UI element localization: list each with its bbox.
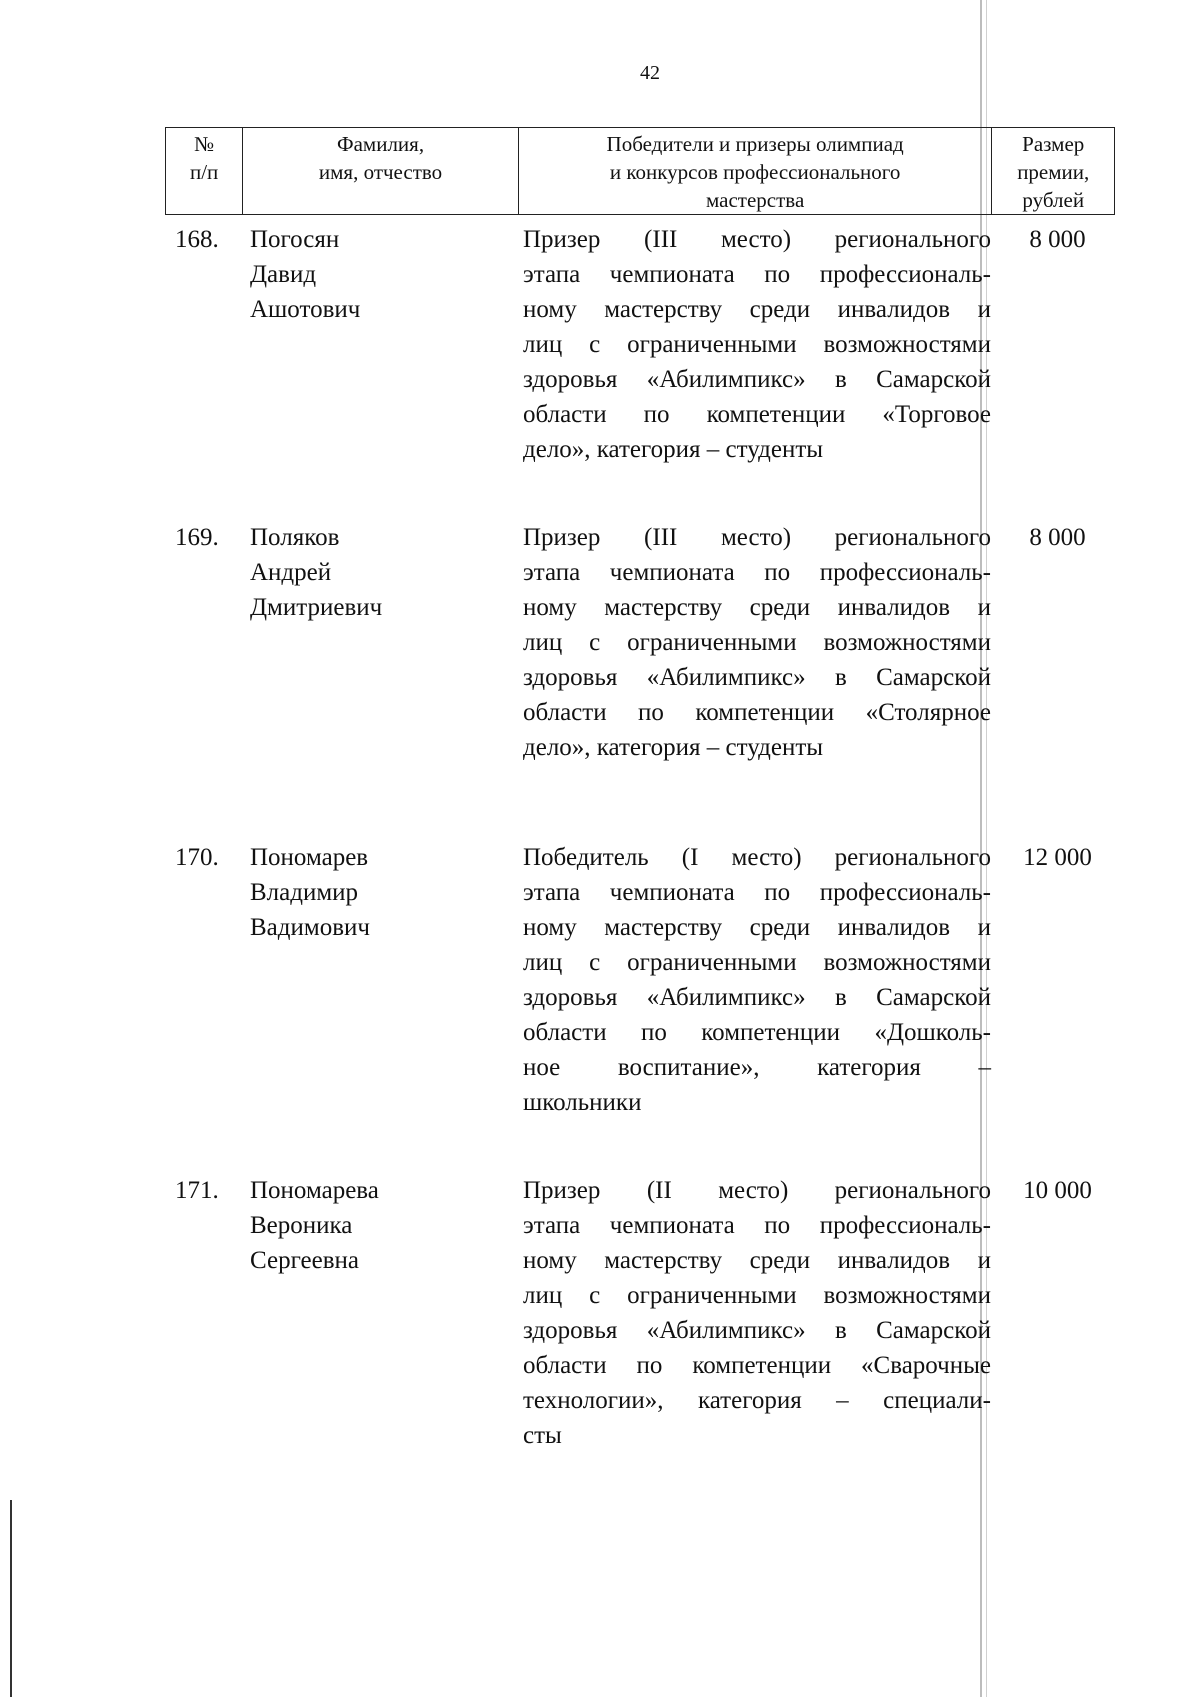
entry-name: Поляков Андрей Дмитриевич [250,524,383,621]
entry-prize: 12 000 [1023,844,1092,871]
scan-edge-line [10,1500,12,1697]
page-number: 42 [640,62,660,84]
entry-description: Призер (II место) регионального этапа чемпионата по профессиональ- ному мастерству среди инвалидов и лиц с ограниченными возможностями здоровья «Абилимпикс» в Самарской области по компетенции «Сварочные технологии», категория – специали- сты [523,1177,991,1449]
entry-name: Погосян Давид Ашотович [250,226,361,323]
entry-description: Победитель (I место) регионального этапа чемпионата по профессиональ- ному мастерству среди инвалидов и лиц с ограниченными возможностями здоровья «Абилимпикс» в Самарской области по компетенции «Дошколь- ное воспитание», категория – школьники [523,844,991,1116]
header-prize-column: Размер премии, рублей [992,128,1115,215]
entry-description: Призер (III место) регионального этапа чемпионата по профессиональ- ному мастерству среди инвалидов и лиц с ограниченными возможностями здоровья «Абилимпикс» в Самарской области по компетенции «Торговое дело», категория – студенты [523,226,991,463]
entry-description: Призер (III место) регионального этапа чемпионата по профессиональ- ному мастерству среди инвалидов и лиц с ограниченными возможностями здоровья «Абилимпикс» в Самарской области по компетенции «Столярное дело», категория – студенты [523,524,991,761]
header-number-column: № п/п [166,128,243,215]
entry-prize: 8 000 [1029,524,1086,551]
header-name-column: Фамилия, имя, отчество [243,128,519,215]
entry-prize: 8 000 [1029,226,1086,253]
table-header [165,127,1115,215]
entry-number: 171. [175,1177,219,1204]
entry-number: 170. [175,844,219,871]
entry-number: 169. [175,524,219,551]
entry-name: Пономарев Владимир Вадимович [250,844,370,941]
entry-name: Пономарева Вероника Сергеевна [250,1177,379,1274]
header-description-column: Победители и призеры олимпиад и конкурсов профессионального мастерства [518,128,992,215]
entry-prize: 10 000 [1023,1177,1092,1204]
entry-number: 168. [175,226,219,253]
